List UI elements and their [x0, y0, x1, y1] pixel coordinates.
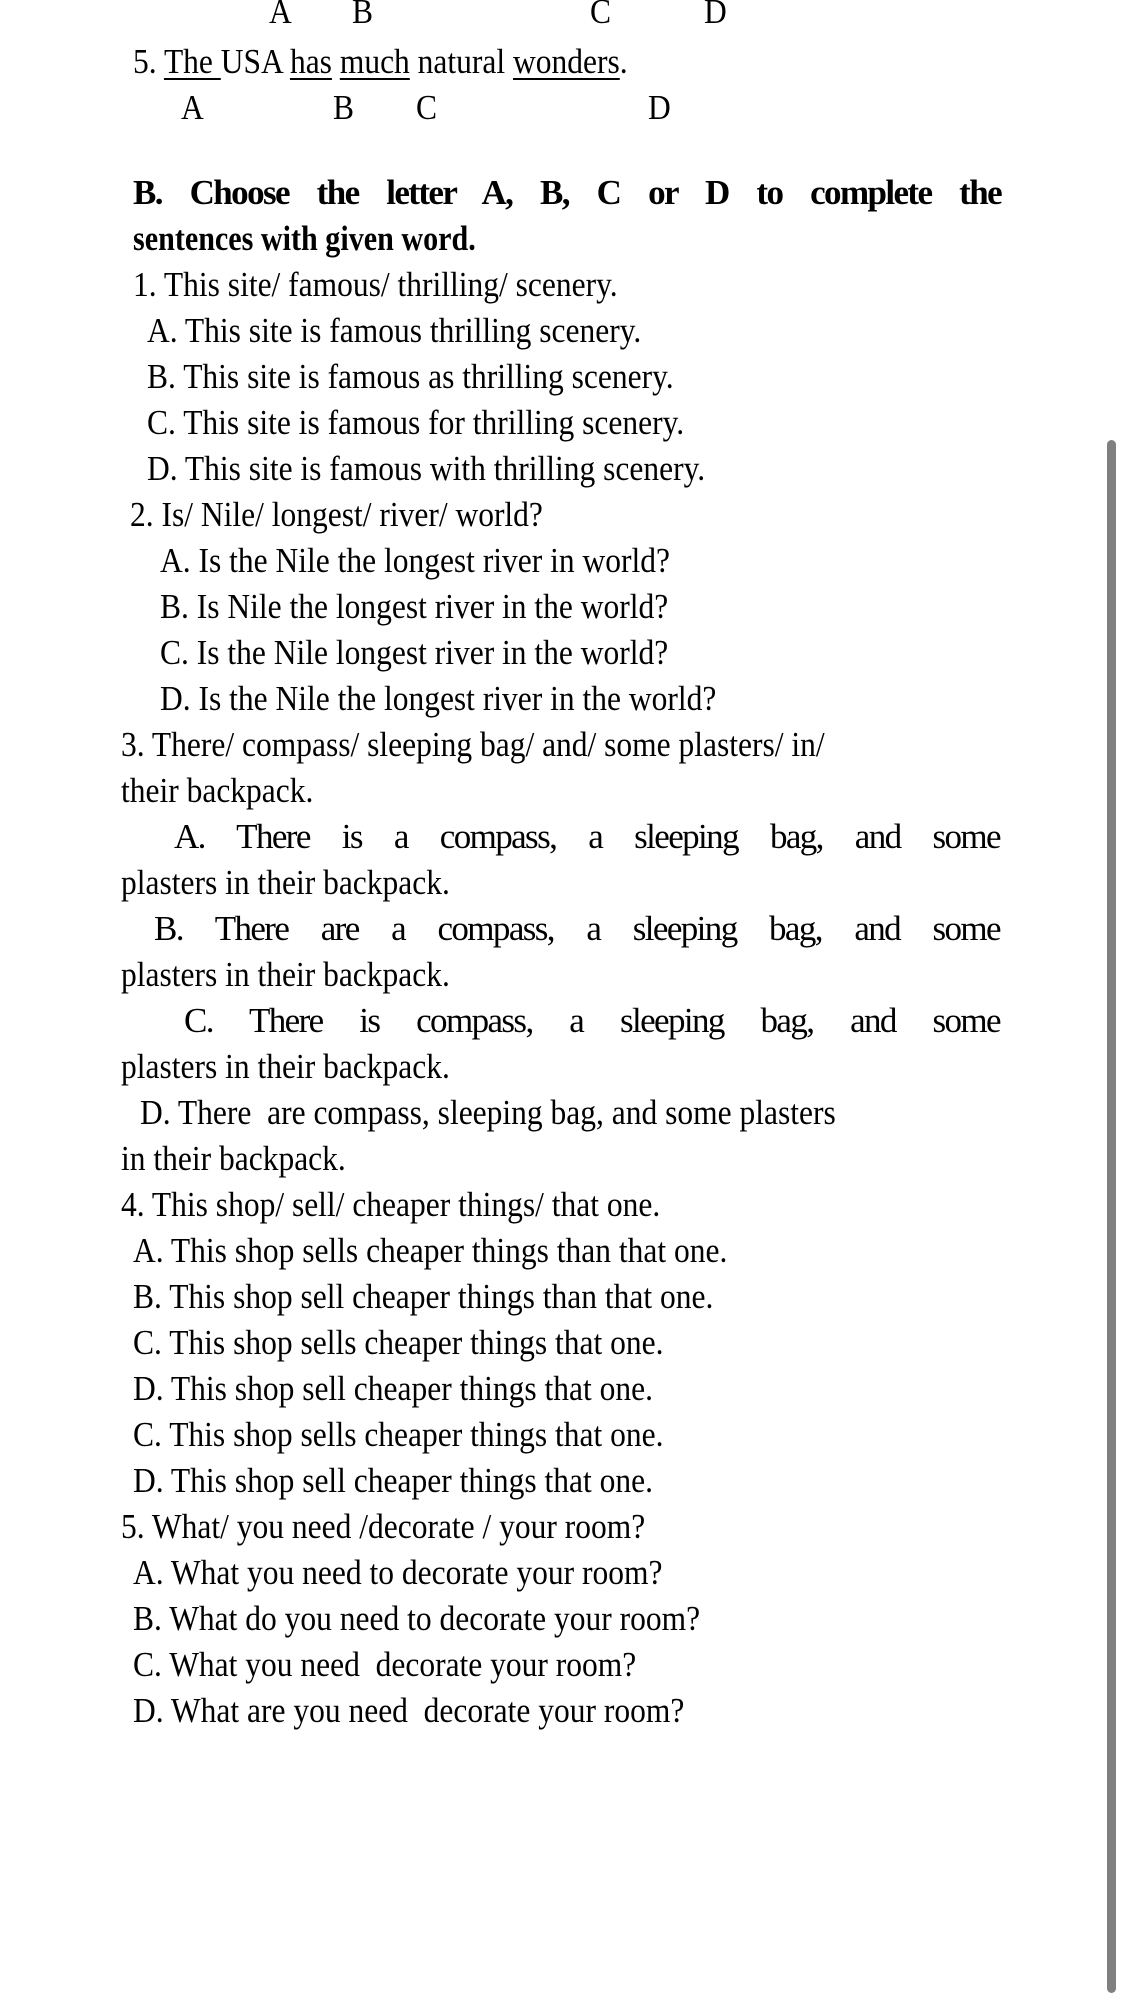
question-3-option-a-line1[interactable]: A. There is a compass, a sleeping bag, and some [174, 817, 1000, 856]
vertical-scrollbar[interactable] [1107, 440, 1116, 1993]
question-1-option-c[interactable]: C. This site is famous for thrilling scenery. [147, 403, 685, 442]
question-4-option-b[interactable]: B. This shop sell cheaper things than that one. [133, 1277, 714, 1316]
question-3-prompt-line1: 3. There/ compass/ sleeping bag/ and/ some plasters/ in/ [121, 725, 825, 764]
letter-b: B [333, 88, 355, 127]
question-2-option-a[interactable]: A. Is the Nile the longest river in world? [160, 541, 671, 580]
underlined-part-a: The [163, 42, 221, 81]
space [332, 42, 340, 81]
letter-b: B [352, 0, 374, 31]
section-b-instruction-line2: sentences with given word. [133, 219, 476, 258]
question-3-option-b-line1[interactable]: B. There are a compass, a sleeping bag, and some [154, 909, 1000, 948]
question-3-option-a-line2[interactable]: plasters in their backpack. [121, 863, 450, 902]
item-number: 5. [133, 42, 157, 81]
question-1-option-a[interactable]: A. This site is famous thrilling scenery. [147, 311, 642, 350]
question-3-option-c-line1[interactable]: C. There is compass, a sleeping bag, and some [184, 1001, 1000, 1040]
question-1-prompt: 1. This site/ famous/ thrilling/ scenery. [133, 265, 618, 304]
question-3-option-c-line2[interactable]: plasters in their backpack. [121, 1047, 450, 1086]
question-1-option-b[interactable]: B. This site is famous as thrilling scenery. [147, 357, 674, 396]
question-2-option-b[interactable]: B. Is Nile the longest river in the world? [160, 587, 669, 626]
letter-d: D [648, 88, 671, 127]
underlined-part-c: much [339, 42, 410, 81]
question-3-prompt-line2: their backpack. [121, 771, 314, 810]
question-4-option-c-duplicate[interactable]: C. This shop sells cheaper things that one. [133, 1415, 664, 1454]
underlined-part-d: wonders [513, 42, 620, 81]
question-5-option-a[interactable]: A. What you need to decorate your room? [133, 1553, 663, 1592]
sentence-text: USA [220, 42, 290, 81]
question-4-option-c[interactable]: C. This shop sells cheaper things that one. [133, 1323, 664, 1362]
question-2-option-d[interactable]: D. Is the Nile the longest river in the world? [160, 679, 717, 718]
question-2-option-c[interactable]: C. Is the Nile longest river in the world? [160, 633, 669, 672]
question-3-option-d-line2[interactable]: in their backpack. [121, 1139, 346, 1178]
question-2-prompt: 2. Is/ Nile/ longest/ river/ world? [130, 495, 543, 534]
question-5-option-c[interactable]: C. What you need decorate your room? [133, 1645, 637, 1684]
sentence-text: natural [409, 42, 514, 81]
question-5-prompt: 5. What/ you need /decorate / your room? [121, 1507, 646, 1546]
period: . [619, 42, 628, 81]
question-3-option-b-line2[interactable]: plasters in their backpack. [121, 955, 450, 994]
letter-d: D [704, 0, 727, 31]
question-5-option-d[interactable]: D. What are you need decorate your room? [133, 1691, 685, 1730]
question-4-option-d[interactable]: D. This shop sell cheaper things that one. [133, 1369, 653, 1408]
question-4-option-a[interactable]: A. This shop sells cheaper things than that one. [133, 1231, 728, 1270]
question-4-option-d-duplicate[interactable]: D. This shop sell cheaper things that one. [133, 1461, 653, 1500]
question-1-option-d[interactable]: D. This site is famous with thrilling scenery. [147, 449, 706, 488]
section-b-instruction-line1: B. Choose the letter A, B, C or D to complete the [133, 173, 1001, 212]
underlined-part-b: has [289, 42, 332, 81]
letter-c: C [416, 88, 438, 127]
letter-a: A [181, 88, 204, 127]
question-4-prompt: 4. This shop/ sell/ cheaper things/ that one. [121, 1185, 661, 1224]
question-3-option-d-line1[interactable]: D. There are compass, sleeping bag, and some plasters [140, 1093, 836, 1132]
item5-sentence [133, 39, 628, 85]
letter-a: A [269, 0, 292, 31]
letter-c: C [590, 0, 612, 31]
question-5-option-b[interactable]: B. What do you need to decorate your room? [133, 1599, 701, 1638]
